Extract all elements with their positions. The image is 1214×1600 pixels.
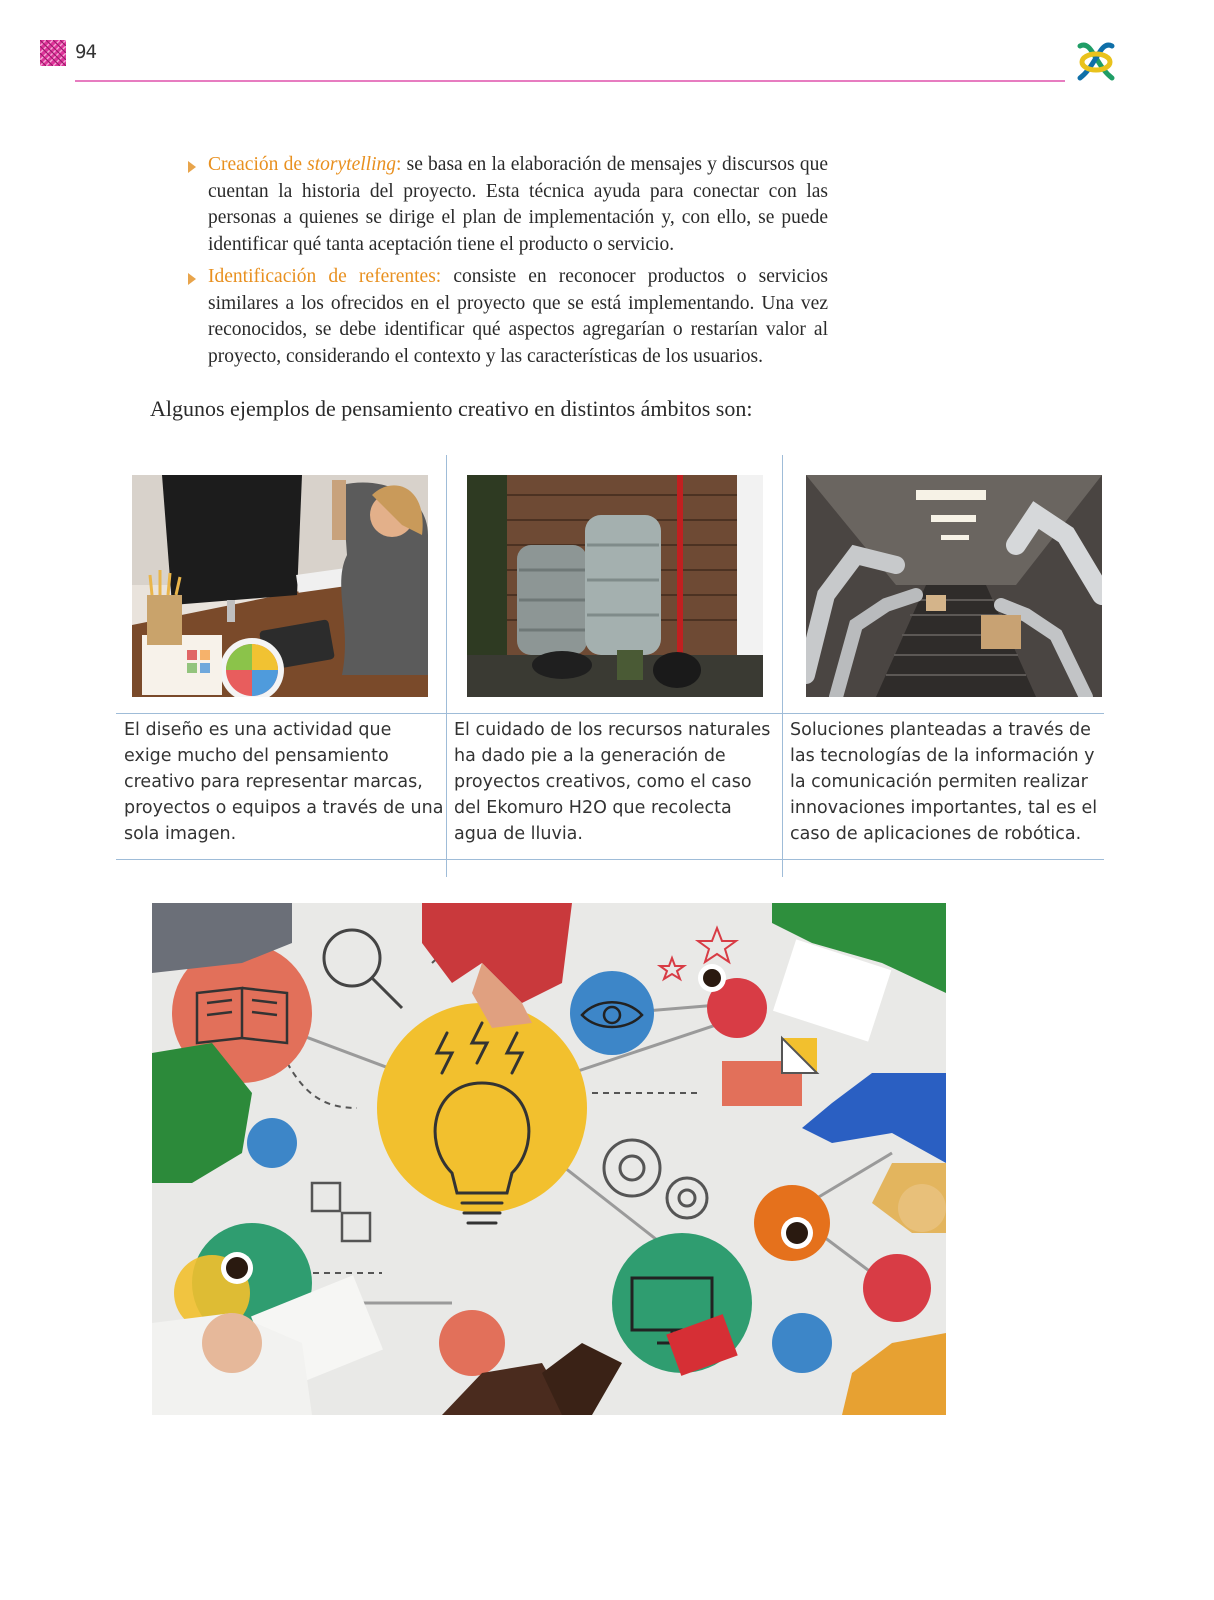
column-divider xyxy=(446,455,447,877)
triangle-bullet-icon xyxy=(188,161,196,173)
bullet-text: consiste en reconocer productos o servicios similares a los ofrecidos en el proyecto que se está implementando. Una vez reconocidos, se debe identificar qué aspectos agregarían o restarían valor al proyecto, considerando el contexto y las características de los usuarios. xyxy=(208,266,828,367)
examples-intro: Algunos ejemplos de pensamiento creativo en distintos ámbitos son: xyxy=(150,396,753,421)
knot-logo-icon xyxy=(1072,38,1120,86)
bullet-list xyxy=(188,152,828,376)
rain-barrels-photo xyxy=(467,475,763,697)
bullet-referentes xyxy=(188,264,828,370)
triangle-bullet-icon xyxy=(188,273,196,285)
bullet-term: Creación de storytelling: xyxy=(208,154,402,175)
examples-table xyxy=(116,455,1104,877)
bullet-storytelling xyxy=(188,152,828,258)
header-rule xyxy=(75,80,1065,82)
column-divider xyxy=(782,455,783,877)
designer-desk-photo xyxy=(132,475,428,697)
example-caption: El diseño es una actividad que exige mucho del pensamiento creativo para representar marcas, proyectos o equipos a través de una sola imagen. xyxy=(124,720,444,844)
bullet-term: Identificación de referentes: xyxy=(208,266,442,287)
example-caption: El cuidado de los recursos naturales ha dado pie a la generación de proyectos creativos, como el caso del Ekomuro H2O que recolecta agua de lluvia. xyxy=(454,720,771,844)
page-number: 94 xyxy=(75,41,96,63)
row-divider xyxy=(116,713,1104,714)
pink-pattern-icon xyxy=(40,40,66,66)
row-divider xyxy=(116,859,1104,860)
creative-thinking-collaboration-illustration xyxy=(152,903,946,1415)
bullet-text: se basa en la elaboración de mensajes y discursos que cuentan la historia del proyecto. Esta técnica ayuda para conectar con las personas a quienes se dirige el plan de implementación y, con ello, se puede identificar qué tanta aceptación tiene el producto o servicio. xyxy=(208,154,828,255)
robotic-arms-photo xyxy=(806,475,1102,697)
example-caption: Soluciones planteadas a través de las tecnologías de la información y la comunicación permiten realizar innovaciones importantes, tal es el caso de aplicaciones de robótica. xyxy=(790,720,1098,844)
page-header xyxy=(0,0,1214,100)
